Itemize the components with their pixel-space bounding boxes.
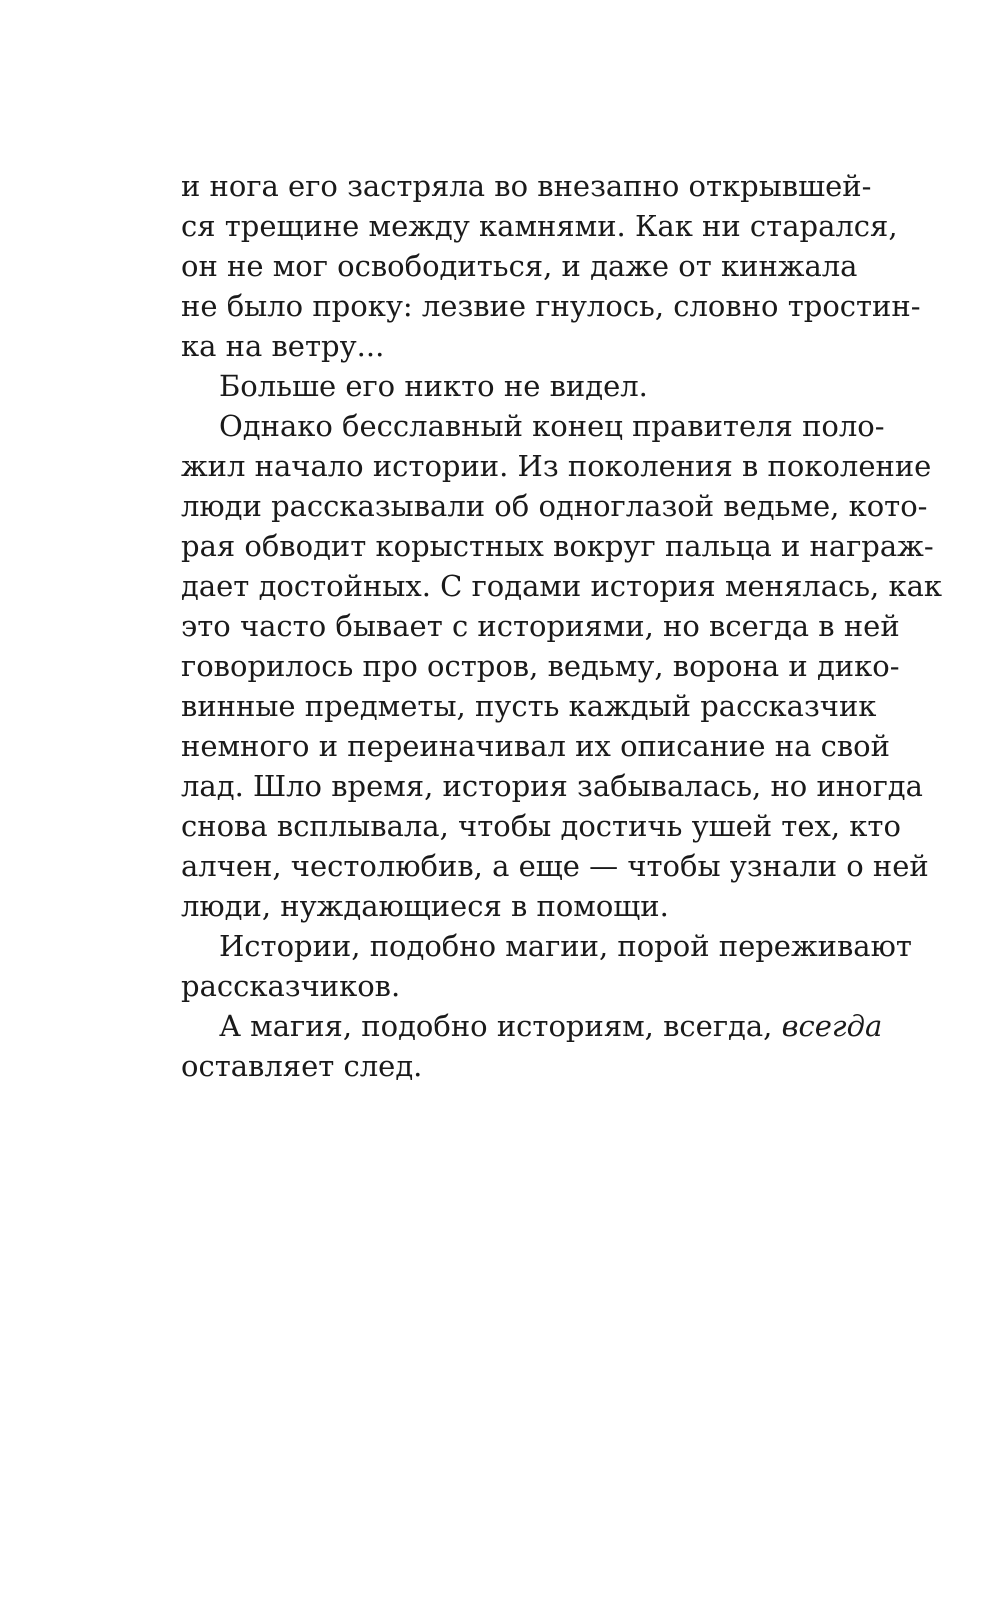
paragraph-5	[181, 1006, 883, 1086]
text-line: винные предметы, пусть каждый рассказчик	[181, 689, 877, 723]
text-line: снова всплывала, чтобы достичь ушей тех, кто	[181, 809, 901, 843]
text-line: рассказчиков.	[181, 969, 401, 1003]
paragraph-1	[181, 166, 921, 366]
emphasis-text: всегда	[781, 1009, 883, 1043]
text-line: алчен, честолюбив, а еще — чтобы узнали о ней	[181, 849, 929, 883]
text-line: Истории, подобно магии, порой переживают	[219, 929, 912, 963]
body-text	[181, 166, 943, 1086]
text-line: немного и переиначивал их описание на свой	[181, 729, 890, 763]
paragraph-4	[181, 926, 912, 1006]
text-line: он не мог освободиться, и даже от кинжала	[181, 249, 858, 283]
text-line: люди рассказывали об одноглазой ведьме, кото-	[181, 489, 928, 523]
paragraph-2	[181, 366, 831, 406]
text-line: жил начало истории. Из поколения в поколение	[181, 449, 932, 483]
text-line: Однако бесславный конец правителя поло-	[219, 409, 885, 443]
text-line: ся трещине между камнями. Как ни старался,	[181, 209, 898, 243]
text-line: лад. Шло время, история забывалась, но иногда	[181, 769, 923, 803]
text-line	[181, 1006, 883, 1046]
paragraph-3	[181, 406, 943, 926]
text-line: и нога его застряла во внезапно открывшей-	[181, 169, 872, 203]
text-line: дает достойных. С годами история менялась, как	[181, 569, 943, 603]
text-line: это часто бывает с историями, но всегда в ней	[181, 609, 900, 643]
text-line: ка на ветру...	[181, 329, 385, 363]
text-line: не было проку: лезвие гнулось, словно тростин-	[181, 289, 921, 323]
text-segment: А магия, подобно историям, всегда,	[219, 1009, 773, 1043]
text-line: Больше его никто не видел.	[219, 369, 648, 403]
text-line: рая обводит корыстных вокруг пальца и награж-	[181, 529, 934, 563]
text-line: оставляет след.	[181, 1049, 423, 1083]
text-line: люди, нуждающиеся в помощи.	[181, 889, 669, 923]
text-line: говорилось про остров, ведьму, ворона и дико-	[181, 649, 900, 683]
